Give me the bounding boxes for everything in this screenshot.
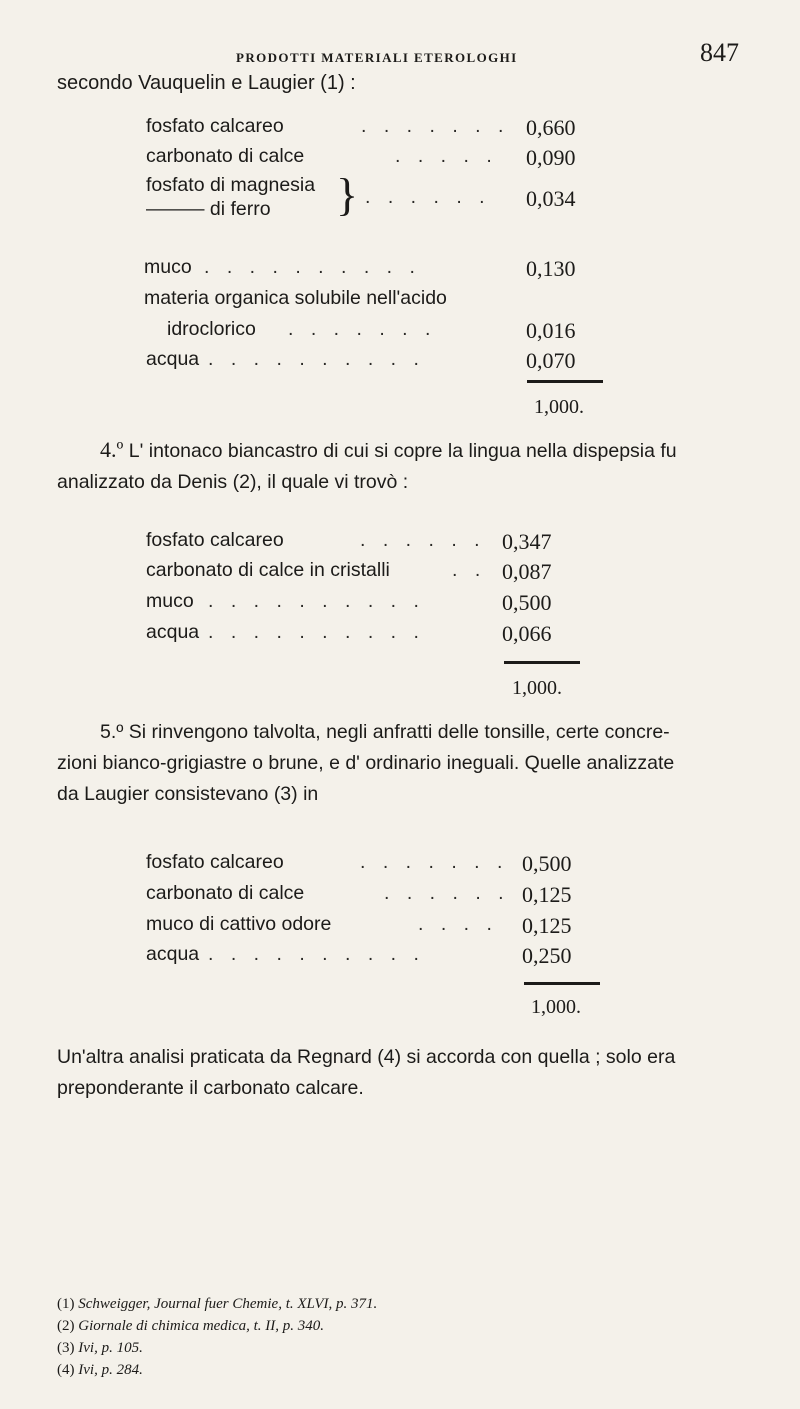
- footnote-text: Ivi, p. 105.: [78, 1340, 143, 1356]
- row-label: fosfato calcareo: [146, 115, 284, 137]
- analysis-table-1: [146, 115, 746, 385]
- paragraph-text: preponderante il carbonato calcare.: [57, 1077, 364, 1099]
- leader-dots: . . . . . . .: [360, 851, 509, 873]
- leader-dots: . . . . . .: [365, 186, 491, 208]
- row-label: materia organica solubile nell'acido: [144, 287, 447, 309]
- page-number: 847: [700, 38, 739, 67]
- row-value: 0,347: [502, 529, 552, 554]
- leader-dots: . . . .: [418, 913, 498, 935]
- footnote: [57, 1337, 377, 1359]
- leader-dots: . . . . . . . . . .: [208, 943, 425, 965]
- paragraph-text: 5.º Si rinvengono talvolta, negli anfratti delle tonsille, certe concre-: [100, 721, 670, 743]
- row-label: muco: [146, 590, 194, 612]
- leader-dots: . .: [452, 559, 487, 581]
- row-value: 0,250: [522, 943, 572, 968]
- leader-dots: . . . . . .: [360, 529, 486, 551]
- paragraph-text: L' intonaco biancastro di cui si copre la lingua nella dispepsia fu: [128, 440, 677, 462]
- row-value: 0,500: [522, 851, 572, 876]
- paragraph-number: 4.º: [100, 437, 124, 462]
- row-value: 0,500: [502, 590, 552, 615]
- analysis-table-3: [146, 851, 746, 971]
- footnote-text: Giornale di chimica medica, t. II, p. 340.: [78, 1318, 325, 1334]
- leader-dots: . . . . . . . . . .: [204, 256, 421, 278]
- row-value: 0,070: [526, 348, 576, 373]
- sum-total: 1,000.: [512, 677, 562, 699]
- row-value: 0,660: [526, 115, 576, 140]
- footnote-text: Ivi, p. 284.: [78, 1362, 143, 1378]
- paragraph-text: analizzato da Denis (2), il quale vi trovò :: [57, 471, 409, 493]
- row-label: acqua: [146, 943, 200, 965]
- leader-dots: . . . . . . .: [361, 115, 510, 137]
- leader-dots: . . . . . . . . . .: [208, 621, 425, 643]
- paragraph-text: zioni bianco-grigiastre o brune, e d' ordinario ineguali. Quelle analizzate: [57, 752, 675, 774]
- row-value: 0,125: [522, 882, 572, 907]
- paragraph-text: da Laugier consistevano (3) in: [57, 783, 319, 805]
- row-value: 0,087: [502, 559, 552, 584]
- footnote: [57, 1359, 377, 1381]
- paragraph-4: [57, 434, 757, 498]
- paragraph-closing: [57, 1042, 757, 1104]
- row-value: 0,090: [526, 145, 576, 170]
- footnote: [57, 1293, 377, 1315]
- row-label: muco: [144, 256, 192, 278]
- footnote-text: Schweigger, Journal fuer Chemie, t. XLVI, p. 371.: [78, 1296, 378, 1312]
- row-value: 0,016: [526, 318, 576, 343]
- brace-icon: }: [336, 169, 359, 220]
- footnote-mark: (2): [57, 1318, 75, 1334]
- row-label-secondary: ——— di ferro: [146, 198, 271, 220]
- footnote-mark: (3): [57, 1340, 75, 1356]
- row-label: carbonato di calce in cristalli: [146, 559, 390, 581]
- row-label: fosfato di magnesia: [146, 174, 316, 196]
- leader-dots: . . . . . . . . . .: [208, 348, 425, 370]
- footnotes: [57, 1293, 377, 1381]
- row-label: carbonato di calce: [146, 145, 305, 167]
- row-label: idroclorico: [167, 318, 256, 340]
- lead-line: secondo Vauquelin e Laugier (1) :: [57, 72, 356, 94]
- sum-total: 1,000.: [534, 396, 584, 418]
- sum-rule: [527, 380, 603, 383]
- row-value: 0,125: [522, 913, 572, 938]
- paragraph-5: [57, 717, 757, 810]
- footnote: [57, 1315, 377, 1337]
- row-label: fosfato calcareo: [146, 851, 284, 873]
- sum-rule: [524, 982, 600, 985]
- row-value: 0,130: [526, 256, 576, 281]
- row-label: muco di cattivo odore: [146, 913, 332, 935]
- sum-rule: [504, 661, 580, 664]
- row-label: carbonato di calce: [146, 882, 305, 904]
- footnote-mark: (4): [57, 1362, 75, 1378]
- row-value: 0,034: [526, 186, 576, 211]
- leader-dots: . . . . . . . . . .: [208, 590, 425, 612]
- sum-total: 1,000.: [531, 996, 581, 1018]
- leader-dots: . . . . .: [395, 145, 498, 167]
- leader-dots: . . . . . .: [384, 882, 510, 904]
- footnote-mark: (1): [57, 1296, 75, 1312]
- analysis-table-2: [146, 529, 746, 649]
- row-label: acqua: [146, 348, 200, 370]
- running-head: PRODOTTI MATERIALI ETEROLOGHI: [236, 50, 518, 65]
- row-label: acqua: [146, 621, 200, 643]
- row-label: fosfato calcareo: [146, 529, 284, 551]
- leader-dots: . . . . . . .: [288, 318, 437, 340]
- row-value: 0,066: [502, 621, 552, 646]
- paragraph-text: Un'altra analisi praticata da Regnard (4) si accorda con quella ; solo era: [57, 1046, 676, 1068]
